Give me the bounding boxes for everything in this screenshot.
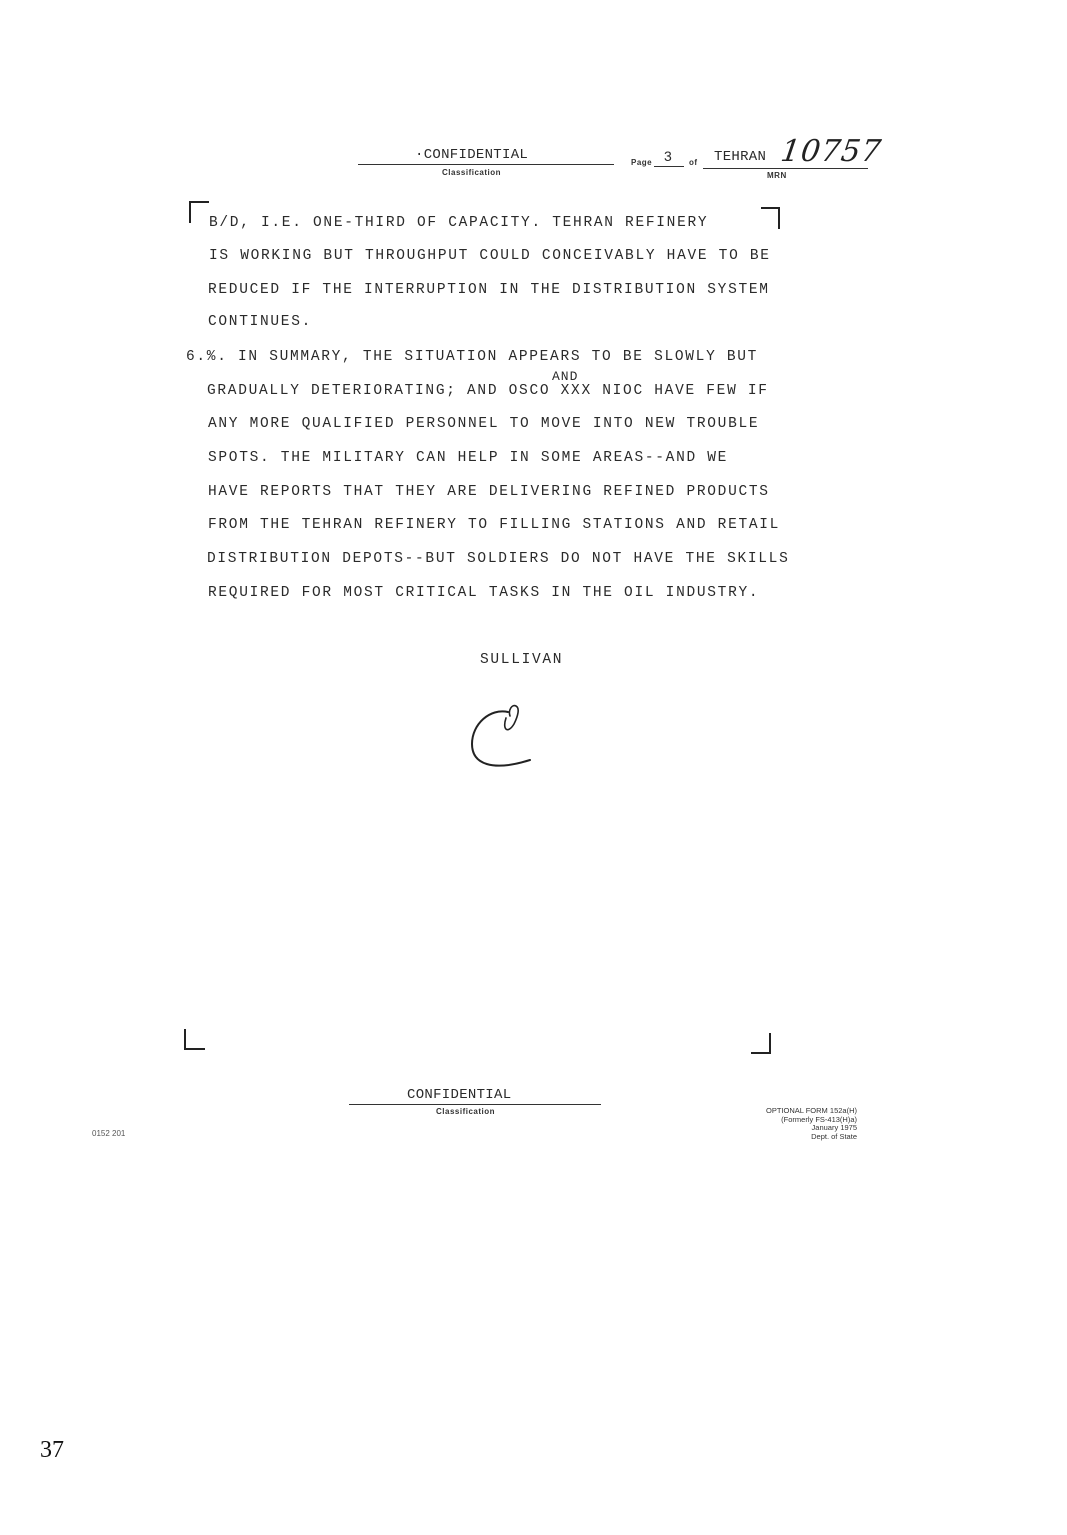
bracket-top-right [761, 207, 780, 229]
of-label: of [689, 158, 698, 167]
body-line: B/D, I.E. ONE-THIRD OF CAPACITY. TEHRAN REFINERY [209, 215, 709, 231]
form-note-line: January 1975 [811, 1123, 857, 1132]
footer-classification: CONFIDENTIAL [407, 1087, 512, 1103]
bracket-bottom-right [751, 1033, 771, 1054]
classification-rule [358, 164, 614, 165]
body-line: CONTINUES. [208, 314, 313, 330]
bracket-bottom-left [184, 1029, 205, 1050]
optional-form-note [700, 1107, 857, 1141]
body-line: SPOTS. THE MILITARY CAN HELP IN SOME AREAS--AND WE [208, 450, 729, 466]
signature-name: SULLIVAN [480, 652, 564, 668]
form-code: 0152 201 [92, 1129, 126, 1138]
body-line: 6.%. IN SUMMARY, THE SITUATION APPEARS TO BE SLOWLY BUT [186, 349, 759, 365]
body-line: DISTRIBUTION DEPOTS--BUT SOLDIERS DO NOT HAVE THE SKILLS [207, 551, 790, 567]
page-prefix: Page [631, 158, 653, 167]
page-number: 3 [664, 148, 672, 164]
body-line: REQUIRED FOR MOST CRITICAL TASKS IN THE OIL INDUSTRY. [208, 585, 760, 601]
mrn-caption: MRN [767, 171, 787, 180]
mrn-handwritten: 10757 [778, 134, 884, 169]
body-line: FROM THE TEHRAN REFINERY TO FILLING STATIONS AND RETAIL [208, 517, 781, 533]
header-classification: ·CONFIDENTIAL [415, 147, 529, 163]
body-line: REDUCED IF THE INTERRUPTION IN THE DISTRIBUTION SYSTEM [208, 282, 770, 298]
footer-classification-caption: Classification [436, 1107, 496, 1116]
form-note-line: (Formerly FS-413(H)a) [781, 1114, 857, 1124]
form-note-line: OPTIONAL FORM 152a(H) [766, 1106, 857, 1115]
footer-classification-rule [349, 1104, 601, 1105]
body-line: HAVE REPORTS THAT THEY ARE DELIVERING REFINED PRODUCTS [208, 484, 770, 500]
page-number-rule [654, 166, 684, 167]
post-name: TEHRAN [714, 149, 767, 165]
bracket-top-left [189, 201, 209, 223]
archive-page-number: 37 [40, 1437, 64, 1463]
body-line: ANY MORE QUALIFIED PERSONNEL TO MOVE INTO NEW TROUBLE [208, 416, 760, 432]
header-classification-caption: Classification [442, 168, 502, 177]
body-line: GRADUALLY DETERIORATING; AND OSCO XXX NIOC HAVE FEW IF [207, 383, 769, 399]
handwritten-insertion: AND [552, 369, 579, 384]
form-note-line: Dept. of State [811, 1131, 857, 1141]
body-line: IS WORKING BUT THROUGHPUT COULD CONCEIVABLY HAVE TO BE [209, 248, 771, 264]
handwritten-initial-mark [460, 700, 550, 780]
